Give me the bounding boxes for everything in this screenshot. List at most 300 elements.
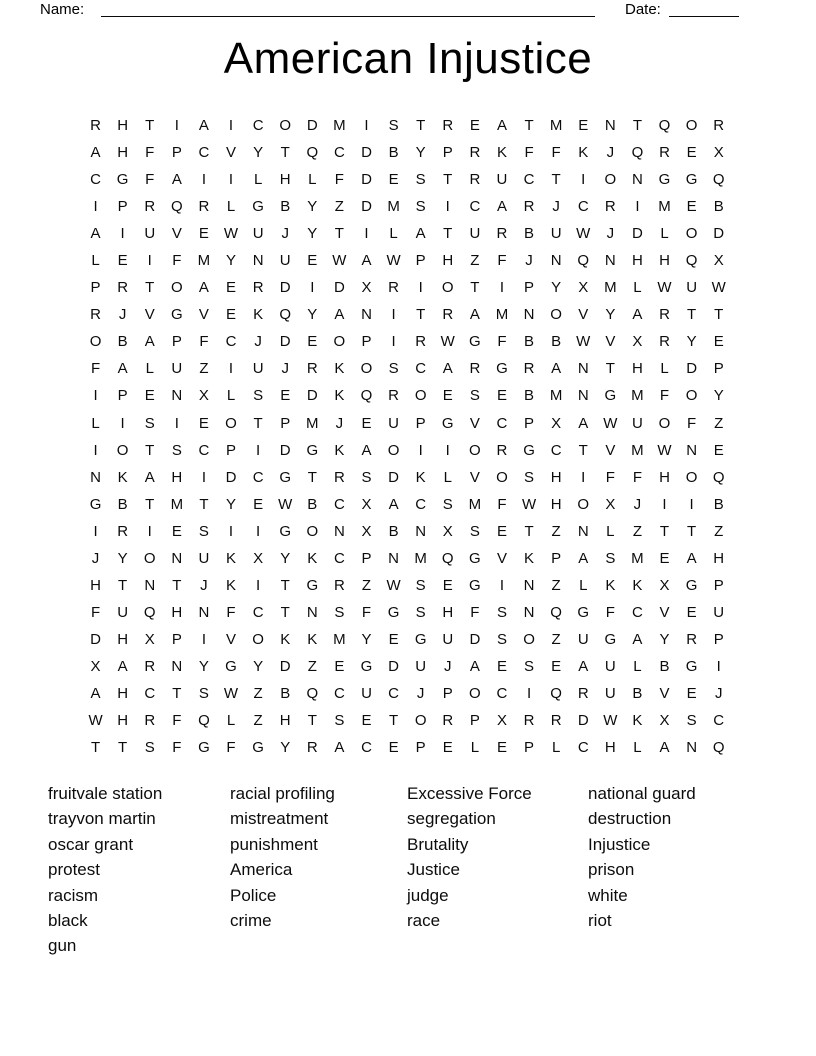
grid-letter: D xyxy=(577,712,589,730)
grid-letter: E xyxy=(361,414,372,432)
grid-letter: U xyxy=(469,225,481,243)
grid-letter: T xyxy=(307,712,317,730)
grid-letter: W xyxy=(440,333,455,351)
grid-letter: L xyxy=(253,171,263,189)
grid-letter: D xyxy=(632,225,643,243)
grid-letter: H xyxy=(117,685,129,702)
grid-letter: E xyxy=(686,144,697,162)
grid-letter: T xyxy=(307,468,317,486)
grid-letter: J xyxy=(714,685,723,702)
grid-letter: I xyxy=(120,414,125,432)
grid-letter: H xyxy=(604,739,616,757)
grid-letter: I xyxy=(174,117,179,135)
grid-letter: E xyxy=(144,387,155,405)
grid-letter: Q xyxy=(306,144,319,162)
grid-letter: S xyxy=(144,414,155,432)
grid-letter: T xyxy=(551,171,561,189)
grid-letter: A xyxy=(361,441,372,459)
grid-letter: I xyxy=(256,441,261,459)
grid-letter: Z xyxy=(253,685,263,702)
grid-letter: D xyxy=(361,144,372,162)
grid-letter: U xyxy=(117,603,129,621)
grid-letter: B xyxy=(713,198,724,216)
grid-letter: E xyxy=(198,225,209,243)
grid-letter: N xyxy=(632,171,643,189)
grid-letter: U xyxy=(442,630,454,648)
grid-letter: U xyxy=(713,603,725,621)
grid-letter: F xyxy=(199,333,209,351)
word-list-item: destruction xyxy=(588,809,672,829)
grid-letter: R xyxy=(469,360,481,378)
grid-letter: S xyxy=(253,387,264,405)
grid-letter: X xyxy=(361,522,372,540)
grid-letter: L xyxy=(579,576,588,594)
grid-letter: F xyxy=(524,144,534,162)
grid-letter: Y xyxy=(686,333,697,351)
grid-letter: P xyxy=(171,333,182,351)
grid-letter: I xyxy=(201,171,206,189)
grid-letter: V xyxy=(496,549,507,567)
grid-letter: A xyxy=(198,117,209,135)
grid-letter: R xyxy=(713,117,725,135)
word-list-item: fruitvale station xyxy=(48,784,163,803)
grid-letter: W xyxy=(603,712,618,730)
grid-letter: F xyxy=(145,171,155,189)
grid-letter: E xyxy=(361,712,372,730)
word-list-item: mistreatment xyxy=(230,809,329,829)
word-list-item: trayvon martin xyxy=(48,809,156,829)
grid-letter: Z xyxy=(714,414,724,432)
grid-letter: L xyxy=(389,225,398,243)
grid-letter: S xyxy=(524,657,535,675)
grid-letter: I xyxy=(201,630,206,648)
grid-letter: O xyxy=(496,468,508,486)
grid-letter: E xyxy=(686,198,697,216)
grid-letter: M xyxy=(549,387,563,405)
grid-letter: G xyxy=(89,495,102,513)
grid-letter: R xyxy=(306,739,318,757)
grid-letter: L xyxy=(443,468,452,486)
grid-letter: I xyxy=(256,576,261,594)
grid-letter: Q xyxy=(712,468,725,486)
grid-letter: T xyxy=(145,495,155,513)
grid-letter: F xyxy=(605,603,615,621)
grid-letter: Y xyxy=(713,387,724,405)
grid-letter: X xyxy=(90,657,101,675)
grid-letter: O xyxy=(658,414,671,432)
grid-letter: I xyxy=(228,171,234,189)
grid-letter: R xyxy=(144,712,156,730)
grid-letter: S xyxy=(605,549,616,567)
grid-letter: U xyxy=(632,414,643,432)
grid-letter: J xyxy=(91,549,100,567)
grid-letter: B xyxy=(280,685,291,702)
grid-letter: O xyxy=(414,712,427,730)
grid-letter: X xyxy=(198,387,209,405)
grid-letter: I xyxy=(93,441,98,459)
grid-letter: A xyxy=(90,225,101,243)
grid-letter: B xyxy=(551,333,562,351)
grid-letter: Y xyxy=(307,225,318,243)
word-list-item: national guard xyxy=(588,784,696,803)
grid-letter: I xyxy=(201,468,206,486)
grid-letter: M xyxy=(549,117,563,135)
grid-letter: J xyxy=(118,306,127,324)
grid-letter: Z xyxy=(334,198,344,216)
grid-letter: K xyxy=(334,441,345,459)
grid-letter: H xyxy=(442,252,454,270)
grid-letter: Q xyxy=(360,387,373,405)
grid-letter: R xyxy=(686,630,698,648)
grid-letter: G xyxy=(198,739,210,757)
grid-letter: N xyxy=(252,252,264,270)
grid-letter: R xyxy=(252,279,264,297)
grid-letter: N xyxy=(604,117,616,135)
grid-letter: D xyxy=(225,468,237,486)
grid-letter: I xyxy=(174,414,179,432)
grid-letter: D xyxy=(361,198,372,216)
grid-letter: F xyxy=(172,739,182,757)
grid-letter: Z xyxy=(632,522,642,540)
grid-letter: G xyxy=(685,657,698,675)
grid-letter: H xyxy=(550,468,562,486)
grid-letter: E xyxy=(578,117,589,135)
grid-letter: I xyxy=(93,387,98,405)
grid-letter: J xyxy=(335,414,344,432)
grid-letter: I xyxy=(256,522,261,540)
grid-letter: B xyxy=(388,144,399,162)
grid-letter: Z xyxy=(307,657,317,675)
grid-letter: K xyxy=(496,144,507,162)
grid-letter: D xyxy=(333,279,345,297)
grid-letter: C xyxy=(523,171,535,189)
word-list-item: segregation xyxy=(407,809,496,829)
grid-letter: Y xyxy=(253,657,264,675)
grid-letter: S xyxy=(334,603,345,621)
grid-letter: A xyxy=(496,117,507,135)
grid-letter: R xyxy=(388,387,399,405)
grid-letter: Z xyxy=(361,576,372,594)
grid-letter: G xyxy=(469,576,481,594)
grid-letter: F xyxy=(90,603,101,621)
grid-letter: T xyxy=(118,576,128,594)
grid-letter: A xyxy=(469,306,480,324)
grid-letter: U xyxy=(361,685,372,702)
grid-letter: S xyxy=(388,360,399,378)
grid-letter: G xyxy=(225,657,237,675)
grid-letter: L xyxy=(633,657,642,675)
grid-letter: N xyxy=(523,603,535,621)
grid-letter: M xyxy=(387,198,400,216)
grid-letter: G xyxy=(604,387,617,405)
grid-letter: V xyxy=(226,144,237,162)
grid-letter: C xyxy=(632,603,643,621)
grid-letter: K xyxy=(226,549,237,567)
grid-letter: O xyxy=(89,333,102,351)
grid-letter: O xyxy=(685,225,698,243)
grid-letter: F xyxy=(497,252,507,270)
grid-letter: T xyxy=(659,522,670,540)
grid-letter: U xyxy=(171,360,183,378)
grid-letter: O xyxy=(523,630,535,648)
grid-letter: K xyxy=(280,630,291,648)
grid-letter: D xyxy=(388,657,399,675)
grid-letter: F xyxy=(361,603,372,621)
grid-letter: G xyxy=(496,360,508,378)
word-list-item: riot xyxy=(588,911,612,931)
grid-letter: R xyxy=(469,144,481,162)
grid-letter: P xyxy=(415,739,426,757)
grid-letter: I xyxy=(310,279,315,297)
grid-letter: T xyxy=(253,414,263,432)
grid-letter: R xyxy=(550,712,562,730)
grid-letter: A xyxy=(144,468,155,486)
grid-letter: C xyxy=(415,495,427,513)
grid-letter: E xyxy=(226,306,237,324)
grid-letter: A xyxy=(334,739,345,757)
grid-letter: X xyxy=(144,630,155,648)
grid-letter: X xyxy=(361,495,372,513)
grid-letter: R xyxy=(659,333,670,351)
grid-letter: N xyxy=(523,576,535,594)
grid-letter: V xyxy=(605,441,616,459)
grid-letter: B xyxy=(632,685,643,702)
grid-letter: C xyxy=(90,171,101,189)
grid-letter: G xyxy=(469,333,481,351)
grid-letter: K xyxy=(578,144,589,162)
grid-letter: Y xyxy=(307,306,318,324)
puzzle-title: American Injustice xyxy=(223,34,593,83)
grid-letter: J xyxy=(552,198,560,216)
grid-letter: G xyxy=(306,576,319,594)
grid-letter: P xyxy=(713,360,724,378)
grid-letter: A xyxy=(90,685,101,702)
date-blank-line xyxy=(669,16,739,17)
grid-letter: C xyxy=(361,739,372,757)
grid-letter: R xyxy=(333,576,345,594)
grid-letter: N xyxy=(171,387,183,405)
grid-letter: T xyxy=(280,603,290,621)
grid-letter: E xyxy=(496,657,507,675)
grid-letter: Z xyxy=(714,522,724,540)
grid-letter: I xyxy=(364,225,369,243)
grid-letter: I xyxy=(716,657,721,675)
grid-letter: C xyxy=(333,144,345,162)
grid-letter: D xyxy=(361,171,372,189)
grid-letter: A xyxy=(469,657,480,675)
grid-letter: E xyxy=(307,333,318,351)
grid-letter: C xyxy=(198,144,210,162)
grid-letter: S xyxy=(198,522,209,540)
grid-letter: Z xyxy=(551,576,561,594)
grid-letter: L xyxy=(91,252,100,270)
grid-letter: F xyxy=(90,360,101,378)
grid-letter: G xyxy=(279,468,292,486)
word-list-item: crime xyxy=(230,911,272,931)
grid-letter: C xyxy=(496,414,508,432)
grid-letter: L xyxy=(470,739,480,757)
grid-letter: X xyxy=(713,252,724,270)
grid-letter: O xyxy=(360,360,373,378)
grid-letter: S xyxy=(198,685,209,702)
grid-letter: R xyxy=(577,685,589,702)
grid-letter: O xyxy=(252,630,264,648)
grid-letter: V xyxy=(659,685,670,702)
grid-letter: P xyxy=(117,387,128,405)
grid-letter: G xyxy=(685,171,698,189)
grid-letter: N xyxy=(686,441,698,459)
grid-letter: C xyxy=(198,441,210,459)
grid-letter: H xyxy=(659,252,670,270)
grid-letter: E xyxy=(198,414,209,432)
grid-letter: O xyxy=(685,117,698,135)
grid-letter: Z xyxy=(253,712,263,730)
grid-letter: N xyxy=(306,603,318,621)
grid-letter: S xyxy=(361,468,372,486)
grid-letter: A xyxy=(117,657,128,675)
word-list-column xyxy=(588,781,696,933)
word-list-column xyxy=(230,781,335,933)
grid-letter: D xyxy=(686,360,698,378)
grid-letter: Y xyxy=(659,630,670,648)
grid-letter: J xyxy=(606,144,615,162)
grid-letter: T xyxy=(605,360,615,378)
grid-letter: P xyxy=(280,414,291,432)
grid-letter: N xyxy=(198,603,210,621)
grid-letter: D xyxy=(279,279,291,297)
grid-letter: Y xyxy=(551,279,562,297)
grid-letter: O xyxy=(550,306,562,324)
grid-letter: Q xyxy=(170,198,183,216)
grid-letter: F xyxy=(172,712,182,730)
word-list-column xyxy=(407,781,532,933)
grid-letter: T xyxy=(145,441,155,459)
grid-letter: H xyxy=(632,252,643,270)
grid-letter: Q xyxy=(550,685,562,702)
grid-letter: X xyxy=(361,279,372,297)
grid-letter: E xyxy=(226,279,237,297)
grid-letter: M xyxy=(604,279,617,297)
grid-letter: H xyxy=(171,603,183,621)
grid-letter: E xyxy=(469,117,480,135)
word-list-column xyxy=(48,781,162,959)
grid-letter: Y xyxy=(253,144,264,162)
word-list-item: protest xyxy=(48,860,100,880)
grid-letter: T xyxy=(443,171,453,189)
grid-letter: Y xyxy=(307,198,318,216)
grid-letter: W xyxy=(386,576,401,594)
grid-letter: D xyxy=(90,630,101,648)
grid-letter: R xyxy=(117,522,129,540)
grid-letter: S xyxy=(496,603,507,621)
grid-letter: P xyxy=(415,414,426,432)
grid-letter: E xyxy=(117,252,128,270)
grid-letter: G xyxy=(116,171,129,189)
grid-letter: A xyxy=(171,171,182,189)
grid-letter: L xyxy=(660,360,669,378)
grid-letter: E xyxy=(686,685,697,702)
grid-letter: L xyxy=(226,387,236,405)
word-list-item: white xyxy=(588,885,628,905)
grid-letter: H xyxy=(117,117,129,135)
grid-letter: A xyxy=(686,549,697,567)
grid-letter: N xyxy=(415,522,427,540)
grid-letter: T xyxy=(714,306,724,324)
grid-letter: R xyxy=(117,279,129,297)
grid-letter: M xyxy=(197,252,211,270)
grid-letter: E xyxy=(551,657,562,675)
grid-letter: Q xyxy=(712,739,725,757)
grid-letter: B xyxy=(307,495,318,513)
grid-letter: P xyxy=(442,685,453,702)
grid-letter: O xyxy=(414,387,427,405)
grid-letter: A xyxy=(415,225,426,243)
grid-letter: O xyxy=(441,279,454,297)
grid-letter: C xyxy=(252,468,264,486)
grid-letter: A xyxy=(388,495,399,513)
grid-letter: P xyxy=(469,712,480,730)
grid-letter: V xyxy=(469,468,480,486)
grid-letter: W xyxy=(657,441,672,459)
grid-letter: M xyxy=(414,549,427,567)
grid-letter: G xyxy=(279,522,292,540)
grid-letter: T xyxy=(470,279,480,297)
grid-letter: J xyxy=(281,360,289,378)
grid-letter: N xyxy=(144,576,156,594)
grid-letter: B xyxy=(524,225,535,243)
grid-letter: J xyxy=(254,333,262,351)
grid-letter: P xyxy=(524,414,535,432)
grid-letter: J xyxy=(606,225,615,243)
grid-letter: I xyxy=(147,252,152,270)
grid-letter: F xyxy=(497,495,507,513)
grid-letter: O xyxy=(306,522,319,540)
date-label: Date: xyxy=(625,1,661,18)
grid-letter: R xyxy=(523,198,535,216)
grid-letter: P xyxy=(226,441,237,459)
grid-letter: R xyxy=(469,171,481,189)
grid-letter: G xyxy=(577,603,590,621)
word-list-item: Justice xyxy=(407,860,460,880)
grid-letter: M xyxy=(468,495,482,513)
grid-letter: T xyxy=(172,576,182,594)
grid-letter: A xyxy=(144,333,155,351)
grid-letter: A xyxy=(442,360,453,378)
grid-letter: S xyxy=(686,712,697,730)
word-list-item: prison xyxy=(588,860,635,880)
grid-letter: E xyxy=(334,657,345,675)
grid-letter: I xyxy=(418,279,423,297)
grid-letter: A xyxy=(578,549,589,567)
grid-letter: J xyxy=(416,685,425,702)
grid-letter: Z xyxy=(551,630,561,648)
grid-letter: C xyxy=(388,685,399,702)
grid-letter: Q xyxy=(306,685,319,702)
grid-letter: M xyxy=(658,198,671,216)
grid-letter: R xyxy=(306,360,318,378)
grid-letter: E xyxy=(442,576,453,594)
grid-letter: G xyxy=(360,657,373,675)
word-list-item: black xyxy=(48,911,88,931)
grid-letter: G xyxy=(252,739,264,757)
grid-letter: A xyxy=(578,414,589,432)
word-list-item: racism xyxy=(48,885,99,905)
grid-letter: R xyxy=(90,306,101,324)
grid-letter: I xyxy=(445,441,450,459)
grid-letter: E xyxy=(442,739,453,757)
name-label: Name: xyxy=(40,1,85,18)
word-list-item: judge xyxy=(407,885,449,905)
